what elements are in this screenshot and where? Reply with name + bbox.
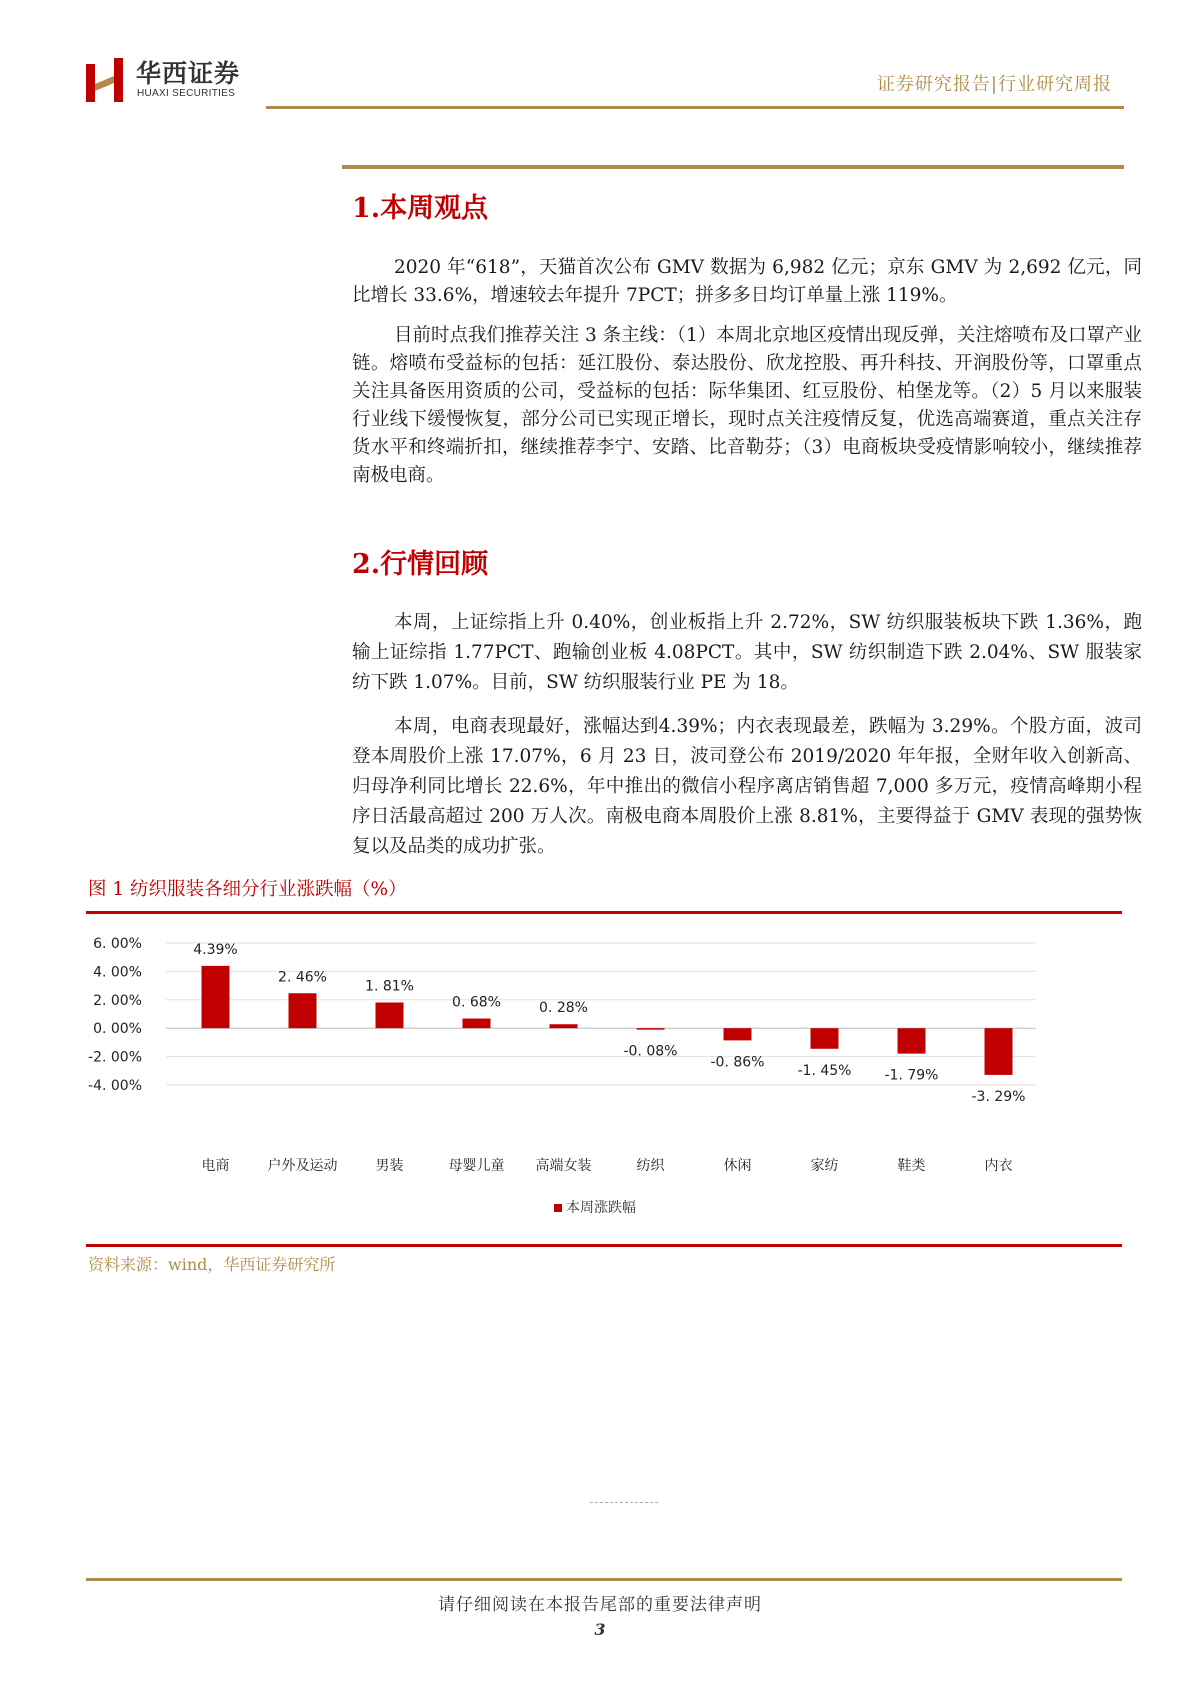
bar bbox=[724, 1028, 752, 1040]
bar-chart bbox=[86, 915, 1122, 1243]
y-tick-label: 2. 00% bbox=[93, 992, 142, 1009]
y-tick-label: 6. 00% bbox=[93, 936, 142, 952]
bar-value-label: -1. 79% bbox=[884, 1067, 939, 1084]
section-1-paragraph-2: 目前时点我们推荐关注 3 条主线：（1）本周北京地区疫情出现反弹，关注熔喷布及口罩产业链。熔喷布受益标的包括：延江股份、泰达股份、欣龙控股、再升科技、开润股份等，口罩重点关注具备医用资质的公司，受益标的包括：际华集团、红豆股份、柏堡龙等。（2）5 月以来服装行业线下缓慢恢复，部分公司已实现正增长，现时点关注疫情反复，优选高端赛道，重点关注存货水平和终端折扣，继续推荐李宁、安踏、比音勒芬；（3）电商板块受疫情影响较小，继续推荐南极电商。 bbox=[352, 325, 1142, 486]
x-tick-label: 内衣 bbox=[984, 1158, 1013, 1174]
report-type: 证券研究报告|行业研究周报 bbox=[876, 74, 1112, 95]
bar bbox=[289, 993, 317, 1028]
y-tick-label: 0. 00% bbox=[93, 1021, 142, 1038]
chart-value-labels bbox=[193, 942, 1025, 1105]
y-tick-label: -4. 00% bbox=[88, 1078, 142, 1094]
company-name-en: HUAXI SECURITIES bbox=[137, 88, 236, 99]
bar-value-label: -3. 29% bbox=[971, 1088, 1026, 1105]
x-tick-label: 休闲 bbox=[723, 1158, 752, 1174]
header-divider bbox=[266, 106, 1124, 109]
x-tick-label: 鞋类 bbox=[897, 1158, 926, 1174]
figure-bottom-rule bbox=[86, 1244, 1122, 1247]
bar-value-label: -1. 45% bbox=[797, 1062, 852, 1079]
section-divider bbox=[342, 165, 1124, 169]
bar-value-label: 2. 46% bbox=[278, 969, 327, 986]
x-tick-label: 户外及运动 bbox=[267, 1158, 338, 1174]
bar-value-label: 1. 81% bbox=[365, 978, 414, 995]
chart-x-axis bbox=[202, 1157, 1013, 1174]
bar bbox=[202, 966, 230, 1028]
x-tick-label: 电商 bbox=[201, 1158, 230, 1174]
bar-value-label: 4.39% bbox=[193, 941, 238, 958]
page-number: 3 bbox=[594, 1620, 606, 1639]
legal-notice: 请仔细阅读在本报告尾部的重要法律声明 bbox=[438, 1595, 762, 1615]
figure-top-rule bbox=[86, 911, 1122, 914]
bar-value-label: -0. 08% bbox=[623, 1043, 678, 1060]
bar bbox=[463, 1019, 491, 1029]
figure-title: 图 1 纺织服装各细分行业涨跌幅（%） bbox=[88, 879, 407, 900]
legend-swatch bbox=[554, 1204, 562, 1212]
huaxi-logo-icon bbox=[86, 58, 126, 102]
bar bbox=[376, 1002, 404, 1028]
bar bbox=[811, 1028, 839, 1049]
bar bbox=[898, 1028, 926, 1053]
bar-value-label: -0. 86% bbox=[710, 1054, 765, 1071]
section-1-paragraph-1: 2020 年“618”，天猫首次公布 GMV 数据为 6,982 亿元；京东 GMV 为 2,692 亿元，同比增长 33.6%，增速较去年提升 7PCT；拼多多日均订单量上涨 119%。 bbox=[352, 257, 1142, 306]
x-tick-label: 母婴儿童 bbox=[448, 1158, 505, 1174]
section-2-paragraph-2: 本周，电商表现最好，涨幅达到4.39%；内衣表现最差，跌幅为 3.29%。个股方面，波司登本周股价上涨 17.07%，6 月 23 日，波司登公布 2019/2020 年年报，全财年收入创新高、归母净利同比增长 22.6%，年中推出的微信小程序离店销售超 7,000 多万元，疫情高峰期小程序日活最高超过 200 万人次。南极电商本周股价上涨 8.81%，主要得益于 GMV 表现的强势恢复以及品类的成功扩张。 bbox=[352, 716, 1142, 857]
section-2-title: 2.行情回顾 bbox=[352, 549, 489, 580]
y-tick-label: 4. 00% bbox=[93, 964, 142, 981]
legend-label: 本周涨跌幅 bbox=[566, 1200, 636, 1216]
bar-value-label: 0. 28% bbox=[539, 1000, 588, 1017]
page-separator bbox=[590, 1502, 658, 1503]
bar bbox=[637, 1028, 665, 1030]
figure-source: 资料来源：wind，华西证券研究所 bbox=[88, 1255, 336, 1274]
x-tick-label: 高端女装 bbox=[535, 1158, 592, 1174]
section-1-title: 1.本周观点 bbox=[352, 193, 489, 224]
section-2-paragraph-1: 本周，上证综指上升 0.40%，创业板指上升 2.72%，SW 纺织服装板块下跌 1.36%，跑输上证综指 1.77PCT、跑输创业板 4.08PCT。其中，SW 纺织制造下跌 2.04%、SW 服装家纺下跌 1.07%。目前，SW 纺织服装行业 PE 为 18。 bbox=[352, 612, 1142, 693]
bar bbox=[550, 1024, 578, 1028]
x-tick-label: 纺织 bbox=[636, 1158, 665, 1174]
footer-divider bbox=[86, 1578, 1122, 1581]
x-tick-label: 男装 bbox=[375, 1158, 404, 1174]
y-tick-label: -2. 00% bbox=[88, 1049, 142, 1066]
bar bbox=[985, 1028, 1013, 1075]
bar-value-label: 0. 68% bbox=[452, 994, 501, 1011]
x-tick-label: 家纺 bbox=[810, 1158, 839, 1174]
company-name-cn: 华西证券 bbox=[136, 59, 241, 88]
chart-y-axis bbox=[88, 936, 142, 1094]
chart-legend bbox=[554, 1199, 636, 1216]
